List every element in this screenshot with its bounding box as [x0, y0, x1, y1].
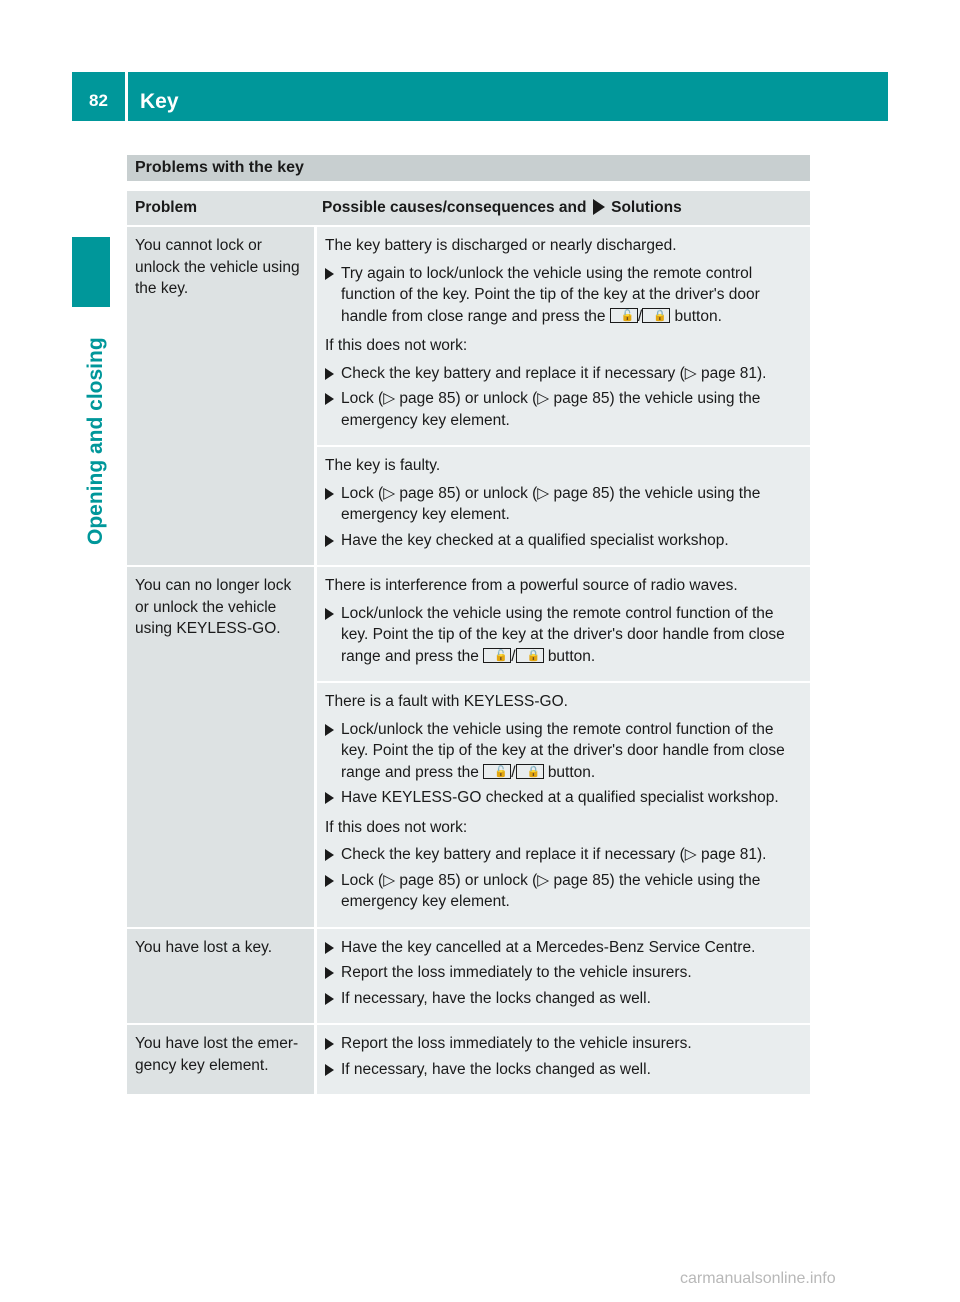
step-text-end: button. — [547, 763, 596, 781]
cause-text: There is interference from a powerful source of radio waves. — [325, 577, 738, 594]
solution-step — [325, 1059, 802, 1081]
solution-step — [325, 870, 802, 913]
step-text: Report the loss immediately to the vehicle insurers. — [341, 1035, 692, 1052]
note-text: If this does not work: — [325, 818, 468, 836]
step-text: Lock (▷ page 85) or unlock (▷ page 85) the vehicle using the emergency key element. — [341, 484, 761, 523]
table-header-row — [127, 191, 810, 225]
solution-cell — [314, 447, 810, 565]
step-text: Try again to lock/unlock the vehicle using the remote control function of the key. Point the tip of the key at the driver's door handle from close range and press the — [341, 264, 760, 325]
cause-text: There is a fault with KEYLESS-GO. — [325, 693, 568, 710]
cause-text: The key is faulty. — [325, 457, 441, 474]
watermark: carmanualsonline.info — [680, 1270, 836, 1287]
step-arrow-icon — [325, 393, 334, 405]
solution-step — [325, 988, 802, 1010]
solution-step — [325, 363, 802, 385]
solution-step — [325, 844, 802, 866]
solution-cell — [314, 1025, 810, 1094]
solution-step — [325, 962, 802, 984]
step-arrow-icon — [325, 535, 334, 547]
step-text: Report the loss immediately to the vehicle insurers. — [341, 964, 692, 981]
lock-icon — [642, 308, 670, 323]
solution-step — [325, 787, 802, 809]
solution-step — [325, 483, 802, 526]
step-arrow-icon — [325, 608, 334, 620]
step-text: Lock/unlock the vehicle using the remote control function of the key. Point the tip of the key at the driver's door handle from close range and press the — [341, 720, 785, 781]
lock-icon — [516, 764, 544, 779]
cause-text: The key battery is discharged or nearly discharged. — [325, 237, 677, 254]
step-text: Have the key checked at a qualified specialist workshop. — [341, 531, 729, 549]
col-header-causes-label: Possible causes/consequences and — [322, 199, 587, 217]
unlock-glyph: 🔓 — [620, 309, 635, 322]
step-text-end: button. — [547, 647, 596, 665]
table-row — [127, 567, 810, 681]
step-arrow-icon — [325, 792, 334, 804]
lock-glyph: 🔒 — [653, 309, 667, 322]
step-text: Lock (▷ page 85) or unlock (▷ page 85) the vehicle using the emergency key element. — [341, 390, 761, 429]
step-arrow-icon — [325, 942, 334, 954]
step-text-end: button. — [674, 307, 722, 325]
step-arrow-icon — [325, 1038, 334, 1050]
unlock-icon — [483, 764, 511, 779]
step-text: Lock (▷ page 85) or unlock (▷ page 85) the vehicle using the emergency key element. — [341, 871, 761, 910]
step-arrow-icon — [325, 849, 334, 861]
lock-glyph: 🔒 — [526, 765, 541, 778]
section-marker — [72, 237, 110, 307]
solution-step — [325, 937, 802, 959]
step-text: Check the key battery and replace it if necessary (▷ page 81). — [341, 364, 767, 382]
table-row — [127, 227, 810, 445]
page-title: Key — [140, 90, 179, 113]
table-row — [127, 1025, 810, 1094]
step-text: Lock/unlock the vehicle using the remote control function of the key. Point the tip of the key at the driver's door handle from close range and press the — [341, 604, 785, 665]
step-text: Have the key cancelled at a Mercedes-Benz Service Centre. — [341, 938, 756, 956]
unlock-glyph: 🔓 — [494, 765, 508, 778]
step-arrow-icon — [325, 724, 334, 736]
table-title: Problems with the key — [127, 155, 810, 181]
step-arrow-icon — [325, 1064, 334, 1076]
problem-cell: You cannot lock or unlock the vehicle using the key. — [127, 227, 314, 565]
col-header-solutions-label: Solutions — [611, 199, 682, 217]
problem-cell: You have lost a key. — [127, 929, 314, 1024]
step-arrow-icon — [325, 368, 334, 380]
solution-step: Lock/unlock the vehicle using the remote control function of the key. Point the tip of the key at the driver's door handle from close range and press the 🔓 / 🔒 button. — [325, 603, 802, 668]
solution-step — [325, 388, 802, 431]
step-arrow-icon — [325, 875, 334, 887]
step-text: If necessary, have the locks changed as well. — [341, 1060, 651, 1078]
unlock-icon — [483, 648, 511, 663]
lock-icon — [516, 648, 544, 663]
problems-table — [127, 189, 810, 1096]
col-header-problem: Problem — [127, 191, 314, 225]
solution-step — [325, 530, 802, 552]
step-text: Have KEYLESS-GO checked at a qualified specialist workshop. — [341, 789, 779, 806]
lock-glyph: 🔒 — [526, 649, 541, 662]
solution-cell — [314, 227, 810, 445]
arrow-icon — [593, 199, 605, 215]
step-arrow-icon — [325, 967, 334, 979]
step-arrow-icon — [325, 993, 334, 1005]
note-text: If this does not work: — [325, 337, 468, 354]
problem-cell: You have lost the emer-gency key element. — [127, 1025, 314, 1094]
header-bar — [128, 72, 888, 121]
solution-cell — [314, 567, 810, 681]
step-arrow-icon — [325, 488, 334, 500]
section-label: Opening and closing — [84, 337, 107, 545]
solution-step: Lock/unlock the vehicle using the remote control function of the key. Point the tip of the key at the driver's door handle from close range and press the 🔓 / 🔒 button. — [325, 719, 802, 784]
step-text: If necessary, have the locks changed as well. — [341, 989, 651, 1007]
step-text: Check the key battery and replace it if necessary (▷ page 81). — [341, 846, 767, 863]
solution-step — [325, 1033, 802, 1055]
col-header-solutions — [314, 191, 810, 225]
solution-cell — [314, 929, 810, 1024]
table-row — [127, 929, 810, 1024]
step-arrow-icon — [325, 268, 334, 280]
solution-cell — [314, 683, 810, 927]
problem-cell: You can no longer lock or unlock the vehicle using KEYLESS-GO. — [127, 567, 314, 927]
solution-step: Try again to lock/unlock the vehicle using the remote control function of the key. Point the tip of the key at the driver's door handle from close range and press the 🔓 / 🔒 button. — [325, 263, 802, 328]
page-number: 82 — [72, 72, 125, 121]
unlock-icon — [610, 308, 638, 323]
unlock-glyph: 🔓 — [494, 649, 508, 662]
